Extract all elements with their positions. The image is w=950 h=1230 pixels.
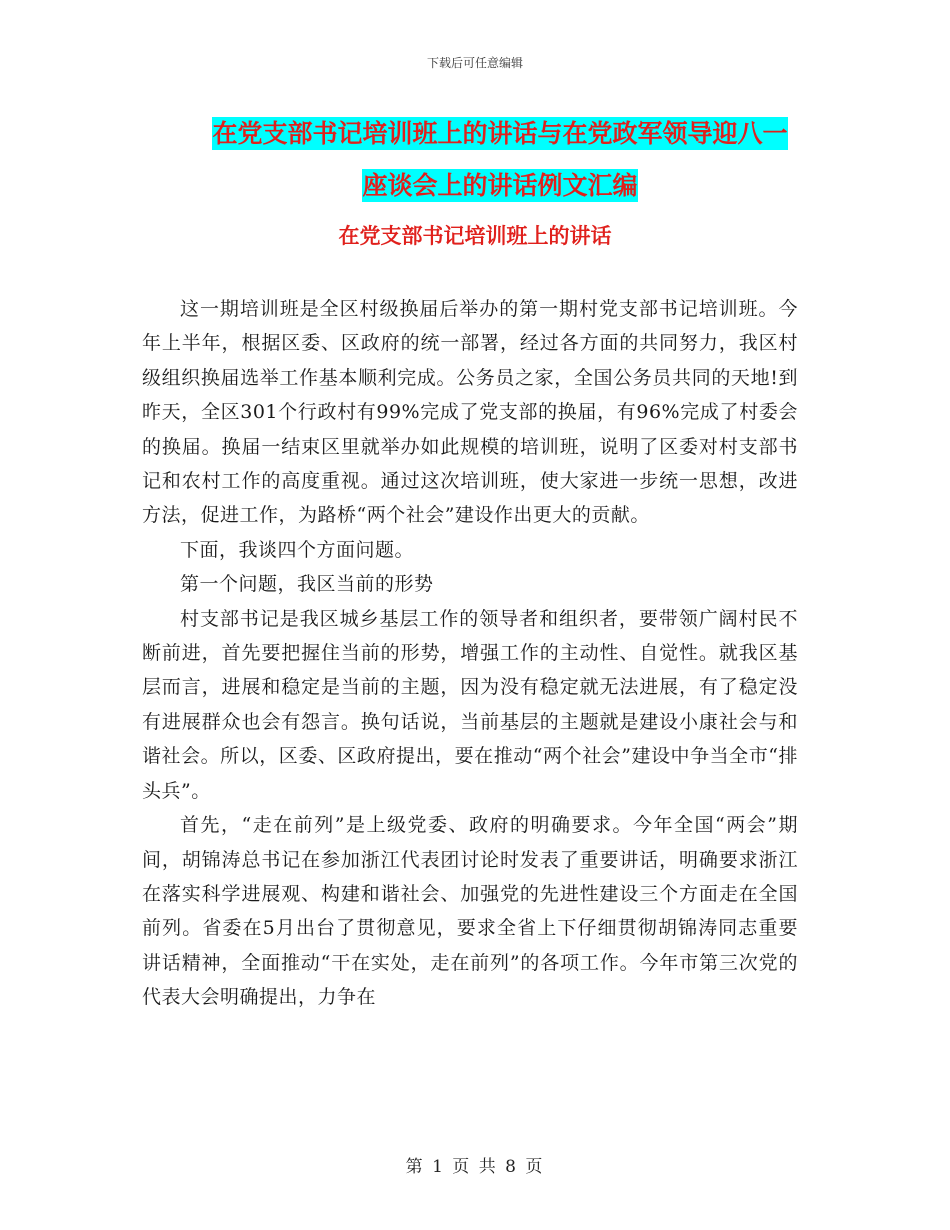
paragraph: 村支部书记是我区城乡基层工作的领导者和组织者，要带领广阔村民不断前进，首先要把握住当前的形势，增强工作的主动性、自觉性。就我区基层而言，进展和稳定是当前的主题，因为没有稳定就无法进展，有了稳定没有进展群众也会有怨言。换句话说，当前基层的主题就是建设小康社会与和谐社会。所以，区委、区政府提出，要在推动“两个社会”建设中争当全市“排头兵”。: [142, 607, 798, 802]
paragraph: 下面，我谈四个方面问题。: [180, 538, 415, 561]
document-title: [190, 108, 810, 212]
document-title-line-2: 座谈会上的讲话例文汇编: [362, 171, 638, 200]
page-number-footer: 第 1 页 共 8 页: [405, 1157, 545, 1177]
document-title-line-1: 在党支部书记培训班上的讲话与在党政军领导迎八一: [212, 119, 788, 148]
header-note: 下载后可任意编辑: [426, 56, 523, 70]
paragraph: 首先，“走在前列”是上级党委、政府的明确要求。今年全国“两会”期间，胡锦涛总书记在参加浙江代表团讨论时发表了重要讲话，明确要求浙江在落实科学进展观、构建和谐社会、加强党的先进性建设三个方面走在全国前列。省委在5月出台了贯彻意见，要求全省上下仔细贯彻胡锦涛同志重要讲话精神，全面推动“干在实处，走在前列”的各项工作。今年市第三次党的代表大会明确提出，力争在: [142, 814, 798, 1009]
body-text: [142, 292, 798, 1015]
paragraph: 第一个问题，我区当前的形势: [180, 573, 434, 596]
paragraph: 这一期培训班是全区村级换届后举办的第一期村党支部书记培训班。今年上半年，根据区委、区政府的统一部署，经过各方面的共同努力，我区村级组织换届选举工作基本顺利完成。公务员之家，全国公务员共同的天地!到昨天，全区301个行政村有99%完成了党支部的换届，有96%完成了村委会的换届。换届一结束区里就举办如此规模的培训班，说明了区委对村支部书记和农村工作的高度重视。通过这次培训班，使大家进一步统一思想，改进方法，促进工作，为路桥“两个社会”建设作出更大的贡献。: [142, 298, 798, 527]
section-title: 在党支部书记培训班上的讲话: [338, 224, 612, 248]
